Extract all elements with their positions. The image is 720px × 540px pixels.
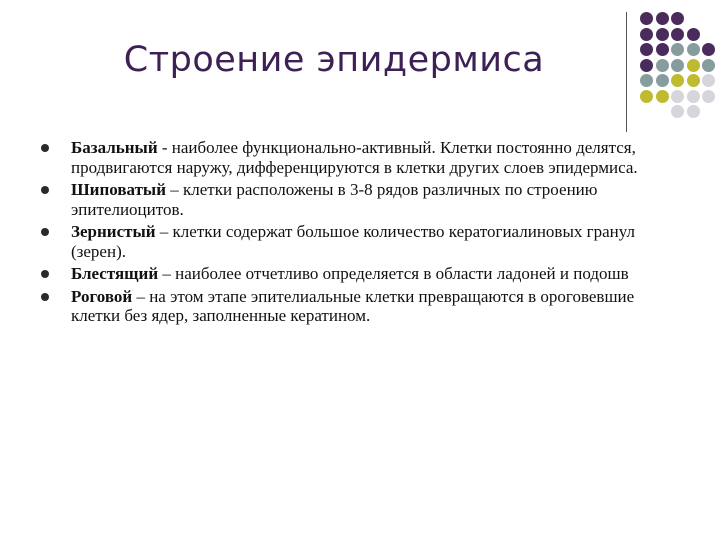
bullet-dot-icon — [41, 228, 49, 236]
bullet-item-basal — [40, 138, 680, 177]
bullet-dot-icon — [41, 186, 49, 194]
decorative-dot — [640, 90, 653, 103]
decorative-dot — [687, 43, 700, 56]
bullet-text: – наиболее отчетливо определяется в области ладоней и подошв — [158, 264, 629, 283]
decorative-dot — [671, 12, 684, 25]
bullet-dot-icon — [41, 144, 49, 152]
decorative-dot — [656, 90, 669, 103]
decorative-dot — [671, 28, 684, 41]
decorative-dot — [687, 90, 700, 103]
decorative-dot — [671, 74, 684, 87]
decorative-dot — [656, 43, 669, 56]
decorative-dot — [656, 74, 669, 87]
decorative-dot — [687, 74, 700, 87]
decorative-dot — [671, 59, 684, 72]
bullet-item-spinous — [40, 180, 680, 219]
bullet-term: Блестящий — [71, 264, 159, 283]
decorative-dot — [671, 105, 684, 118]
bullet-text: - наиболее функционально-активный. Клетки постоянно делятся, продвигаются наружу, дифференцируются в клетки других слоев эпидермиса. — [71, 138, 638, 177]
slide-title: Строение эпидермиса — [123, 40, 545, 80]
bullet-item-granular — [40, 222, 680, 261]
decorative-dot — [687, 105, 700, 118]
bullet-term: Зернистый — [71, 222, 156, 241]
bullet-term: Базальный — [71, 138, 158, 157]
decorative-dot — [640, 43, 653, 56]
bullet-dot-icon — [41, 270, 49, 278]
title-divider — [626, 12, 627, 132]
decorative-dot — [687, 59, 700, 72]
decorative-dot — [656, 28, 669, 41]
decorative-dot — [702, 43, 715, 56]
decorative-dot — [702, 74, 715, 87]
decorative-dot — [702, 59, 715, 72]
decorative-dot — [656, 12, 669, 25]
bullet-item-corneum — [40, 287, 680, 326]
decorative-dot — [640, 28, 653, 41]
bullet-term: Роговой — [71, 286, 133, 306]
bullet-list — [40, 138, 680, 329]
decorative-dot — [640, 59, 653, 72]
decorative-dot — [671, 43, 684, 56]
decorative-dot — [687, 28, 700, 41]
bullet-text: – клетки расположены в 3-8 рядов различных по строению эпителиоцитов. — [71, 180, 598, 219]
decorative-dot — [640, 12, 653, 25]
decorative-dot — [640, 74, 653, 87]
decorative-dot — [702, 90, 715, 103]
bullet-term: Шиповатый — [71, 180, 166, 199]
bullet-dot-icon — [41, 293, 49, 301]
decorative-dot-grid — [640, 12, 720, 122]
decorative-dot — [671, 90, 684, 103]
bullet-text: – на этом этапе эпителиальные клетки превращаются в ороговевшие клетки без ядер, заполненные кератином. — [71, 286, 635, 325]
bullet-item-lucid — [40, 264, 680, 284]
bullet-text: – клетки содержат большое количество кератогиалиновых гранул (зерен). — [71, 222, 635, 261]
decorative-dot — [656, 59, 669, 72]
